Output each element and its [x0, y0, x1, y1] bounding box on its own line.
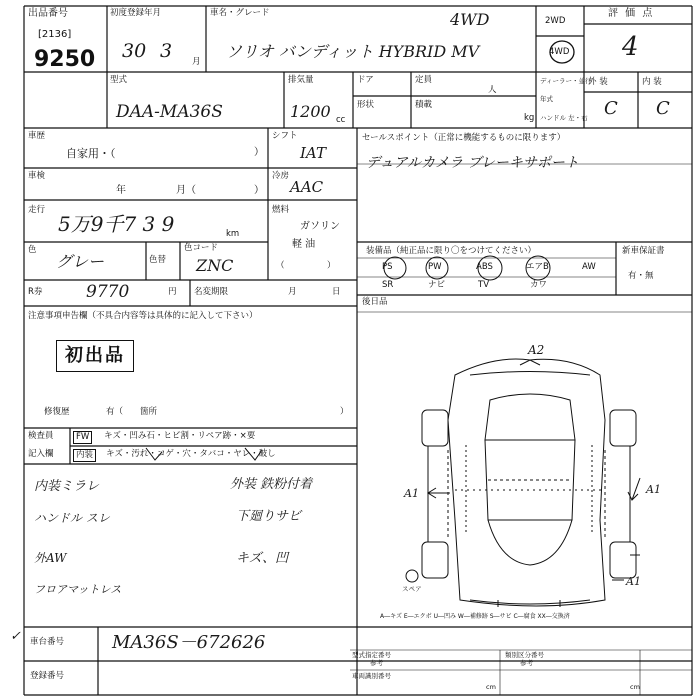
recycle-label: R券 — [28, 287, 43, 297]
inspection-month: 月（ — [176, 185, 196, 196]
note-item: 外装 鉄粉付着 — [230, 477, 313, 492]
name-grade-label: 車名・グレード — [210, 8, 270, 18]
ac-value: AAC — [290, 178, 324, 196]
chassis-label: 車台番号 — [30, 637, 65, 647]
lot-number: 9250 — [34, 47, 96, 72]
interior-grade: C — [656, 98, 670, 119]
equipment-title: 装備品（純正品に限り〇をつけてください） — [366, 246, 537, 256]
model-value: DAA-MA36S — [116, 102, 223, 122]
capacity-label: 定員 — [415, 75, 433, 85]
repair-has: 有（ — [106, 407, 124, 417]
inspection-label: 車検 — [28, 171, 46, 181]
repair-label: 修復歴 — [44, 407, 70, 417]
color-label: 色 — [28, 245, 37, 255]
shape-label: 形状 — [357, 100, 375, 110]
lot-label: 出品番号 — [28, 8, 68, 19]
note-item: 外AW — [34, 551, 67, 565]
fuel-label: 燃料 — [272, 205, 290, 215]
note-item: ハンドル スレ — [34, 511, 110, 525]
exterior-items: キズ・凹み石・ヒビ割・リペア跡・×要 — [104, 431, 256, 441]
note-item: 内装ミラレ — [34, 479, 100, 494]
recycle-value: 9770 — [86, 282, 130, 302]
fuel-paren: （ ） — [276, 261, 336, 271]
reg-year: 30 — [122, 40, 147, 62]
interior-label: 内 装 — [642, 77, 662, 87]
model-label: 型式 — [110, 75, 128, 85]
equipment-aw: AW — [582, 262, 596, 272]
damage-legend: A―キズ E―エクボ U―凹み W―補修跡 S―サビ C―腐食 XX―交換済 — [380, 613, 570, 620]
chassis-value: MA36S－672626 — [112, 632, 266, 653]
car-name: ソリオ バンディット HYBRID MV — [226, 42, 480, 61]
equipment-tv: TV — [478, 280, 490, 290]
load-unit: kg — [524, 113, 535, 123]
km-unit: km — [226, 229, 240, 239]
rating-value: 4 — [622, 32, 639, 62]
dealer-label: ディーラー・並行 — [540, 77, 592, 85]
diagram-mark-right: A1 — [646, 483, 661, 496]
warranty-label: 新車保証書 — [622, 246, 665, 256]
first-reg-label: 初度登録年月 — [110, 8, 162, 18]
exterior-label: 外 装 — [588, 77, 608, 87]
type-cert-label: 型式指定番号 — [352, 651, 391, 659]
cm-unit: cm — [486, 683, 496, 691]
note-item: 下廻りサビ — [236, 509, 302, 524]
first-listing-stamp: 初出品 — [56, 340, 134, 372]
shift-value: IAT — [300, 144, 326, 162]
diagram-mark-left: A1 — [404, 487, 419, 500]
sales-point-title: セールスポイント（正常に機能するものに限ります） — [362, 133, 566, 143]
capacity-unit: 人 — [488, 85, 497, 95]
color-code-label: 色コード — [184, 243, 219, 253]
history-label: 車歴 — [28, 131, 46, 141]
exterior-grade: C — [604, 98, 618, 119]
name-change-label: 名変期限 — [194, 287, 229, 297]
drive-4wd: 4WD — [549, 47, 570, 57]
sales-point-value: デュアルカメラ ブレーキサポート — [366, 155, 579, 171]
name-change-day: 日 — [332, 287, 341, 297]
equipment-sr: SR — [382, 280, 394, 290]
rear-seat-label: 後日品 — [362, 297, 388, 307]
warranty-value: 有・無 — [628, 271, 654, 281]
history-value: 自家用・（ — [66, 147, 116, 160]
cm-unit-2: cm — [630, 683, 640, 691]
fuel-diesel: 軽 油 — [292, 239, 316, 250]
door-label: ドア — [357, 75, 374, 85]
fuel-gasoline: ガソリン — [300, 221, 340, 232]
interior-badge: 内装 — [73, 449, 96, 462]
rating-label: 評 価 点 — [608, 8, 655, 19]
equipment-ps: PS — [382, 262, 393, 272]
yen-unit: 円 — [168, 287, 177, 297]
car-diagram — [406, 359, 640, 607]
model-year-label: 年式 — [540, 95, 553, 103]
inspector-label: 検査員 — [28, 431, 54, 441]
class-label: 類別区分番号 — [505, 651, 544, 659]
interior-items: キズ・汚れ・コゲ・穴・タバコ・ヤレ・破し — [106, 449, 276, 459]
type-cert-ref: 参考 — [370, 659, 383, 667]
equipment-abs: ABS — [476, 262, 493, 272]
diagram-mark-front: A2 — [528, 343, 545, 357]
cc-unit: cc — [336, 115, 346, 125]
equipment-leather: カワ — [530, 280, 548, 290]
repair-part: 箇所 — [140, 407, 158, 417]
notes-title: 注意事項申告欄（不具合内容等は具体的に記入して下さい） — [28, 311, 258, 321]
shift-label: シフト — [272, 131, 298, 141]
reg-month: 3 — [160, 40, 173, 62]
equipment-airbag: エアB — [526, 262, 549, 272]
inspection-year: 年 — [116, 185, 126, 196]
equipment-pw: PW — [428, 262, 442, 272]
color-value: グレー — [56, 252, 105, 271]
handle-label: ハンドル 左・右 — [540, 114, 588, 122]
ac-label: 冷房 — [272, 171, 290, 181]
vin-label: 車両識別番号 — [352, 672, 391, 680]
displacement-value: 1200 — [290, 102, 331, 121]
month-unit: 月 — [192, 57, 201, 67]
history-close: ） — [254, 147, 264, 158]
class-ref: 参考 — [520, 659, 533, 667]
note-item: フロアマットレス — [34, 583, 122, 596]
equipment-navi: ナビ — [428, 280, 446, 290]
lot-code: [2136] — [38, 29, 72, 40]
color-swap-label: 色替 — [149, 255, 167, 265]
diagram-mark-rear: A1 — [626, 575, 641, 588]
name-change-month: 月 — [288, 287, 297, 297]
check-mark: ✓ — [10, 629, 21, 644]
reg-no-label: 登録番号 — [30, 671, 65, 681]
color-code-value: ZNC — [196, 256, 234, 275]
note-item: キズ、凹 — [236, 551, 289, 566]
drive-4wd-note: 4WD — [450, 10, 490, 29]
mileage-value: 5万9千7 3 9 — [58, 212, 175, 236]
drive-2wd: 2WD — [545, 16, 566, 26]
mileage-label: 走行 — [28, 205, 46, 215]
spare-label: スペア — [402, 585, 422, 593]
displacement-label: 排気量 — [288, 75, 314, 85]
load-label: 積載 — [415, 100, 433, 110]
record-label: 記入欄 — [28, 449, 54, 459]
inspection-close: ） — [254, 185, 264, 196]
fw-badge: FW — [73, 431, 92, 444]
repair-close: ） — [340, 407, 349, 417]
